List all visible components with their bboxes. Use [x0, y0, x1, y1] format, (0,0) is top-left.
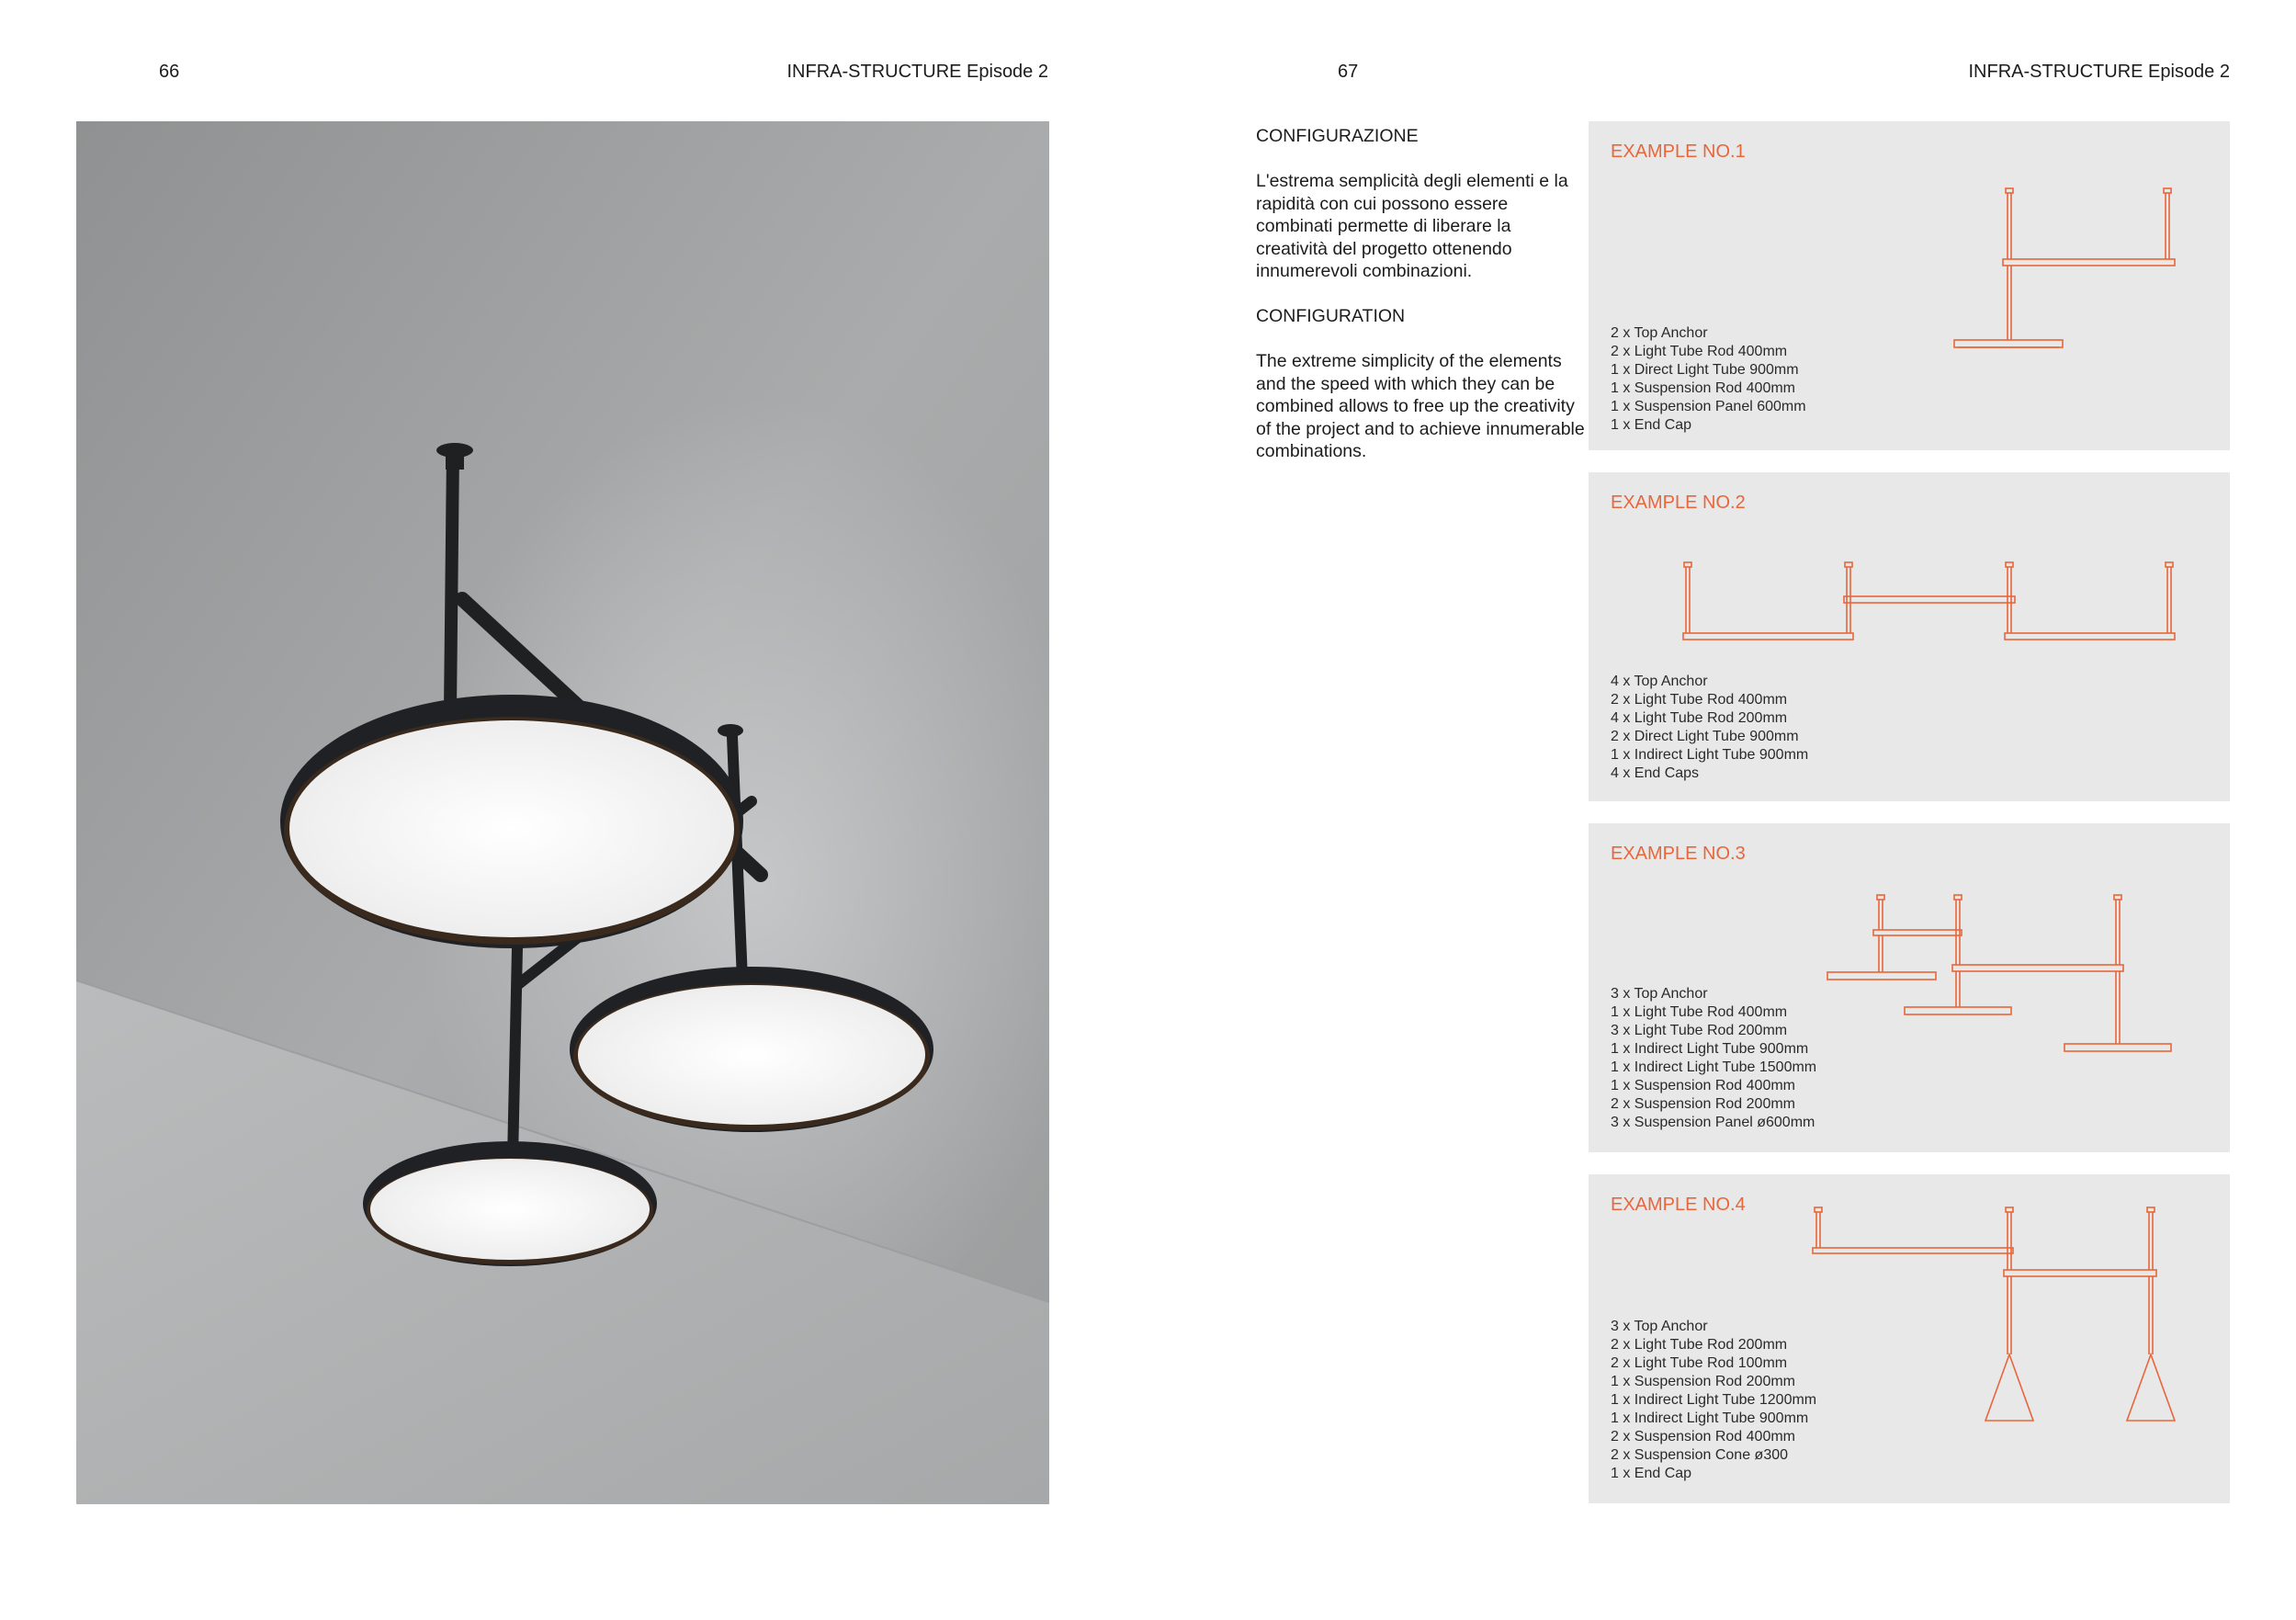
body-italian: L'estrema semplicità degli elementi e la rapidità con cui possono essere combinati permette di liberare la creatività del progetto ottenendo innumerevoli combinazioni. — [1256, 171, 1568, 281]
list-item: 4 x End Caps — [1611, 765, 1700, 781]
example-card-4 — [1589, 1174, 2230, 1503]
list-item: 1 x Indirect Light Tube 900mm — [1611, 747, 1809, 763]
list-item: 2 x Light Tube Rod 100mm — [1611, 1355, 1788, 1371]
list-item: 1 x Indirect Light Tube 1500mm — [1611, 1059, 1817, 1075]
list-item: 1 x Suspension Rod 200mm — [1611, 1374, 1795, 1389]
list-item: 2 x Suspension Rod 200mm — [1611, 1096, 1795, 1112]
list-item: 2 x Suspension Cone ø300 — [1611, 1447, 1789, 1463]
list-item: 2 x Light Tube Rod 200mm — [1611, 1337, 1788, 1353]
list-item: 1 x Suspension Rod 400mm — [1611, 380, 1795, 396]
intro-text — [1256, 125, 1587, 463]
list-item: 4 x Top Anchor — [1611, 674, 1708, 689]
parts-list-1 — [1611, 324, 1806, 435]
parts-list-4 — [1611, 1318, 1816, 1483]
list-item: 3 x Top Anchor — [1611, 986, 1708, 1002]
list-item: 1 x Suspension Panel 600mm — [1611, 399, 1806, 414]
right-page-title: INFRA-STRUCTURE Episode 2 — [1968, 62, 2230, 82]
list-item: 2 x Top Anchor — [1611, 325, 1708, 341]
heading-italian: CONFIGURAZIONE — [1256, 126, 1419, 146]
list-item: 1 x Indirect Light Tube 900mm — [1611, 1410, 1809, 1426]
parts-list-3 — [1611, 985, 1816, 1132]
list-item: 1 x Direct Light Tube 900mm — [1611, 362, 1799, 378]
right-page-number: 67 — [1338, 62, 1359, 82]
list-item: 2 x Suspension Rod 400mm — [1611, 1429, 1795, 1444]
list-item: 1 x Light Tube Rod 400mm — [1611, 1004, 1788, 1020]
left-page-number: 66 — [159, 62, 180, 82]
example-title-1: EXAMPLE NO.1 — [1611, 142, 1746, 162]
list-item: 1 x End Cap — [1611, 417, 1692, 433]
list-item: 3 x Suspension Panel ø600mm — [1611, 1115, 1815, 1130]
list-item: 1 x Suspension Rod 400mm — [1611, 1078, 1795, 1093]
heading-english: CONFIGURATION — [1256, 306, 1406, 326]
example-card-3 — [1589, 823, 2230, 1152]
parts-list-2 — [1611, 673, 1808, 783]
list-item: 2 x Light Tube Rod 400mm — [1611, 692, 1788, 708]
list-item: 3 x Top Anchor — [1611, 1319, 1708, 1334]
example-card-2 — [1589, 472, 2230, 801]
list-item: 1 x Indirect Light Tube 900mm — [1611, 1041, 1809, 1057]
example-title-4: EXAMPLE NO.4 — [1611, 1195, 1746, 1215]
list-item: 4 x Light Tube Rod 200mm — [1611, 710, 1788, 726]
list-item: 1 x Indirect Light Tube 1200mm — [1611, 1392, 1817, 1408]
body-english: The extreme simplicity of the elements and the speed with which they can be combined allows to free up the creativity of the project and to achieve innumerable combinations. — [1256, 351, 1585, 461]
list-item: 3 x Light Tube Rod 200mm — [1611, 1023, 1788, 1038]
example-title-3: EXAMPLE NO.3 — [1611, 844, 1746, 864]
list-item: 1 x End Cap — [1611, 1466, 1692, 1481]
list-item: 2 x Light Tube Rod 400mm — [1611, 344, 1788, 359]
product-photo — [76, 121, 1049, 1504]
list-item: 2 x Direct Light Tube 900mm — [1611, 729, 1799, 744]
example-title-2: EXAMPLE NO.2 — [1611, 493, 1746, 513]
left-page-title: INFRA-STRUCTURE Episode 2 — [786, 62, 1048, 82]
example-card-1 — [1589, 121, 2230, 450]
